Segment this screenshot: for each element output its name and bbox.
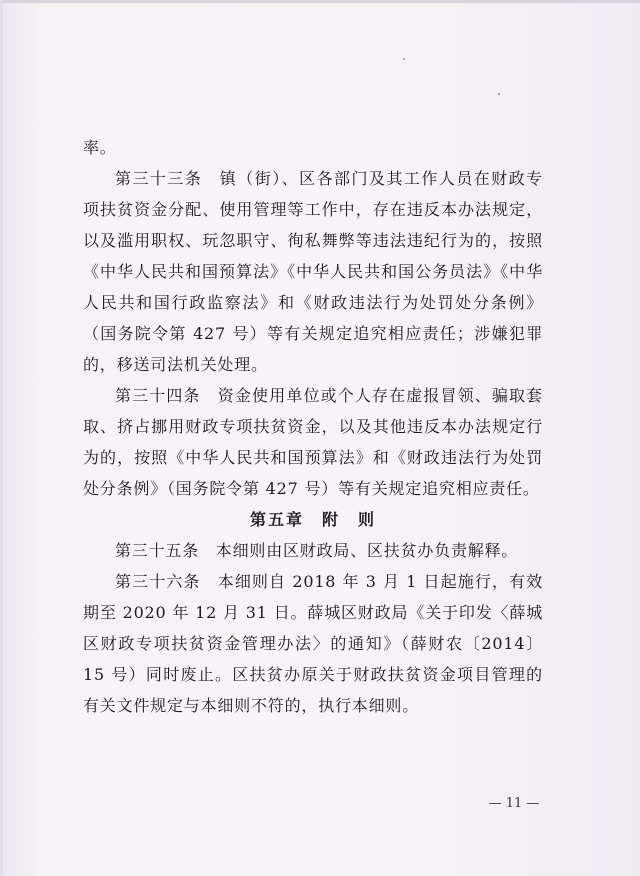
paper-speck (498, 93, 500, 95)
chapter-heading: 第五章 附 则 (249, 510, 376, 529)
paper-speck (403, 58, 405, 60)
page-left-edge (0, 0, 3, 876)
article-34: 第三十四条 资金使用单位或个人存在虚报冒领、骗取套取、挤占挪用财政专项扶贫资金，以及其他违反本办法规定行为的，按照《中华人民共和国预算法》和《财政违法行为处罚处分条例》（国务院令第 427 号）等有关规定追究相应责任。 (83, 386, 543, 498)
paragraph-continuation: 率。 (83, 138, 117, 157)
article-35: 第三十五条 本细则由区财政局、区扶贫办负责解释。 (115, 541, 519, 560)
article-33: 第三十三条 镇（街）、区各部门及其工作人员在财政专项扶贫资金分配、使用管理等工作中，存在违反本办法规定，以及滥用职权、玩忽职守、徇私舞弊等违法违纪行为的，按照《中华人民共和国预算法》《中华人民共和国公务员法》《中华人民共和国行政监察法》和《财政违法行为处罚处分条例》（国务院令第 427 号）等有关规定追究相应责任；涉嫌犯罪的，移送司法机关处理。 (83, 169, 543, 374)
article-36: 第三十六条 本细则自 2018 年 3 月 1 日起施行，有效期至 2020 年 12 月 31 日。薛城区财政局《关于印发〈薛城区财政专项扶贫资金管理办法〉的通知》（薛财农〔2014〕15 号）同时废止。区扶贫办原关于财政扶贫资金项目管理的有关文件规定与本细则不符的，执行本细则。 (83, 572, 543, 715)
bleed-through-shadow (104, 737, 524, 752)
page-number: — 11 — (488, 796, 540, 811)
page-top-edge (0, 0, 640, 3)
document-body (83, 132, 543, 721)
